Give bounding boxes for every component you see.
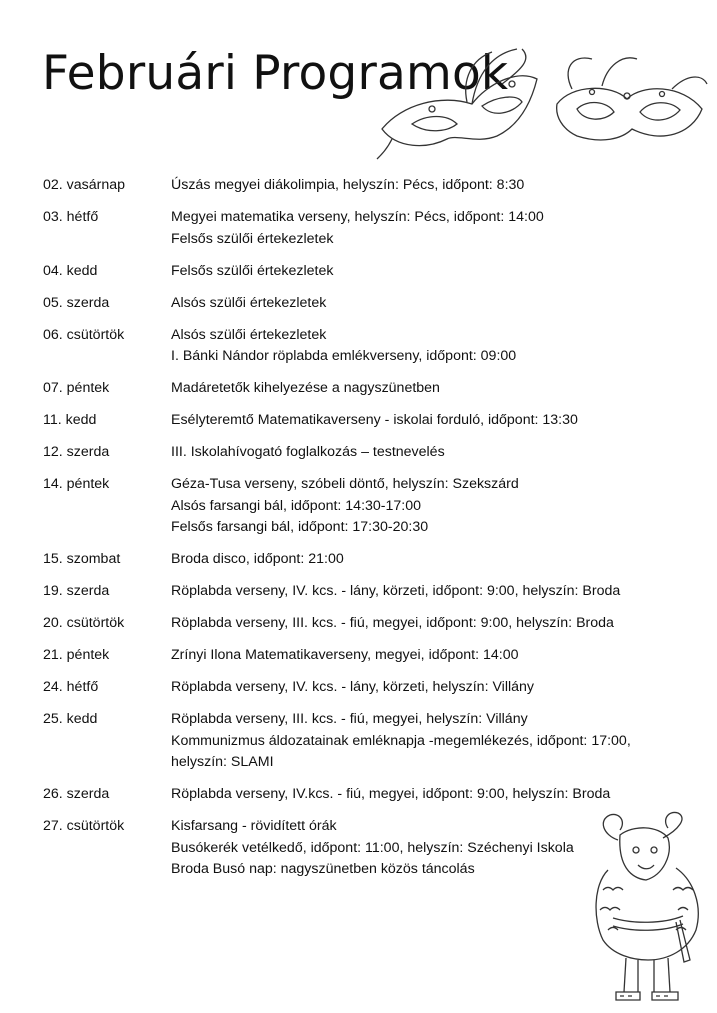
event-item: Felsős szülői értekezletek (171, 262, 334, 279)
event-row (43, 784, 703, 806)
event-day: 12. szerda (43, 444, 110, 460)
event-day: 15. szombat (43, 551, 121, 567)
event-row (43, 709, 703, 774)
event-day: 04. kedd (43, 262, 98, 279)
event-row (43, 581, 703, 603)
event-item: Alsós farsangi bál, időpont: 14:30-17:00 (171, 497, 422, 514)
event-day: 24. hétfő (43, 679, 99, 695)
event-row (43, 207, 703, 250)
event-day: 20. csütörtök (43, 615, 125, 631)
event-day: 11. kedd (43, 412, 97, 428)
event-row (43, 325, 703, 368)
buso-figure-icon (588, 810, 708, 1010)
event-item: Úszás megyei diákolimpia, helyszín: Pécs, időpont: 8:30 (171, 177, 525, 193)
page-title: Februári Programok (42, 46, 509, 101)
event-item: Broda disco, időpont: 21:00 (171, 551, 344, 567)
event-item: Zrínyi Ilona Matematikaverseny, megyei, időpont: 14:00 (171, 647, 519, 663)
event-item: Röplabda verseny, III. kcs. - fiú, megyei, helyszín: Villány (171, 711, 528, 727)
event-item: Megyei matematika verseny, helyszín: Pécs, időpont: 14:00 (171, 209, 544, 225)
event-row (43, 613, 703, 635)
event-day: 05. szerda (43, 294, 110, 311)
event-day: 26. szerda (43, 786, 110, 802)
event-day: 21. péntek (43, 647, 110, 663)
event-item: Busókerék vetélkedő, időpont: 11:00, helyszín: Széchenyi Iskola (171, 839, 574, 856)
event-item: Kommunizmus áldozatainak emléknapja -megemlékezés, időpont: 17:00, (171, 732, 631, 749)
event-item: Röplabda verseny, IV. kcs. - lány, körzeti, időpont: 9:00, helyszín: Broda (171, 583, 621, 599)
event-row (43, 261, 703, 283)
event-row (43, 378, 703, 400)
event-item: Alsós szülői értekezletek (171, 326, 327, 343)
event-item: Géza-Tusa verseny, szóbeli döntő, helyszín: Szekszárd (171, 476, 519, 492)
masquerade-masks-icon (372, 44, 712, 164)
event-item: Röplabda verseny, IV.kcs. - fiú, megyei, időpont: 9:00, helyszín: Broda (171, 786, 611, 802)
event-item: Felsős szülői értekezletek (171, 230, 334, 247)
event-item: Felsős farsangi bál, időpont: 17:30-20:30 (171, 519, 429, 535)
event-item: helyszín: SLAMI (171, 754, 274, 770)
event-day: 19. szerda (43, 583, 110, 599)
event-row (43, 474, 703, 539)
event-day: 07. péntek (43, 380, 110, 396)
event-day: 27. csütörtök (43, 818, 125, 834)
event-item: Esélyteremtő Matematikaverseny - iskolai forduló, időpont: 13:30 (171, 412, 578, 428)
event-item: Alsós szülői értekezletek (171, 294, 327, 311)
event-row (43, 410, 703, 432)
event-day: 14. péntek (43, 476, 110, 492)
event-row (43, 677, 703, 699)
event-item: III. Iskolahívogató foglalkozás – testnevelés (171, 444, 445, 460)
event-row (43, 442, 703, 464)
event-item: Madáretetők kihelyezése a nagyszünetben (171, 380, 440, 396)
event-day: 06. csütörtök (43, 326, 125, 343)
event-row (43, 293, 703, 315)
event-day: 03. hétfő (43, 209, 99, 225)
event-row (43, 175, 703, 197)
event-item: I. Bánki Nándor röplabda emlékverseny, időpont: 09:00 (171, 348, 517, 364)
event-day: 02. vasárnap (43, 177, 126, 193)
event-row (43, 549, 703, 571)
event-item: Röplabda verseny, III. kcs. - fiú, megyei, időpont: 9:00, helyszín: Broda (171, 615, 614, 631)
event-day: 25. kedd (43, 711, 98, 727)
event-item: Röplabda verseny, IV. kcs. - lány, körzeti, helyszín: Villány (171, 679, 534, 695)
event-item: Kisfarsang - rövidített órák (171, 818, 337, 834)
event-item: Broda Busó nap: nagyszünetben közös táncolás (171, 861, 475, 877)
event-list (43, 175, 703, 891)
event-row (43, 645, 703, 667)
